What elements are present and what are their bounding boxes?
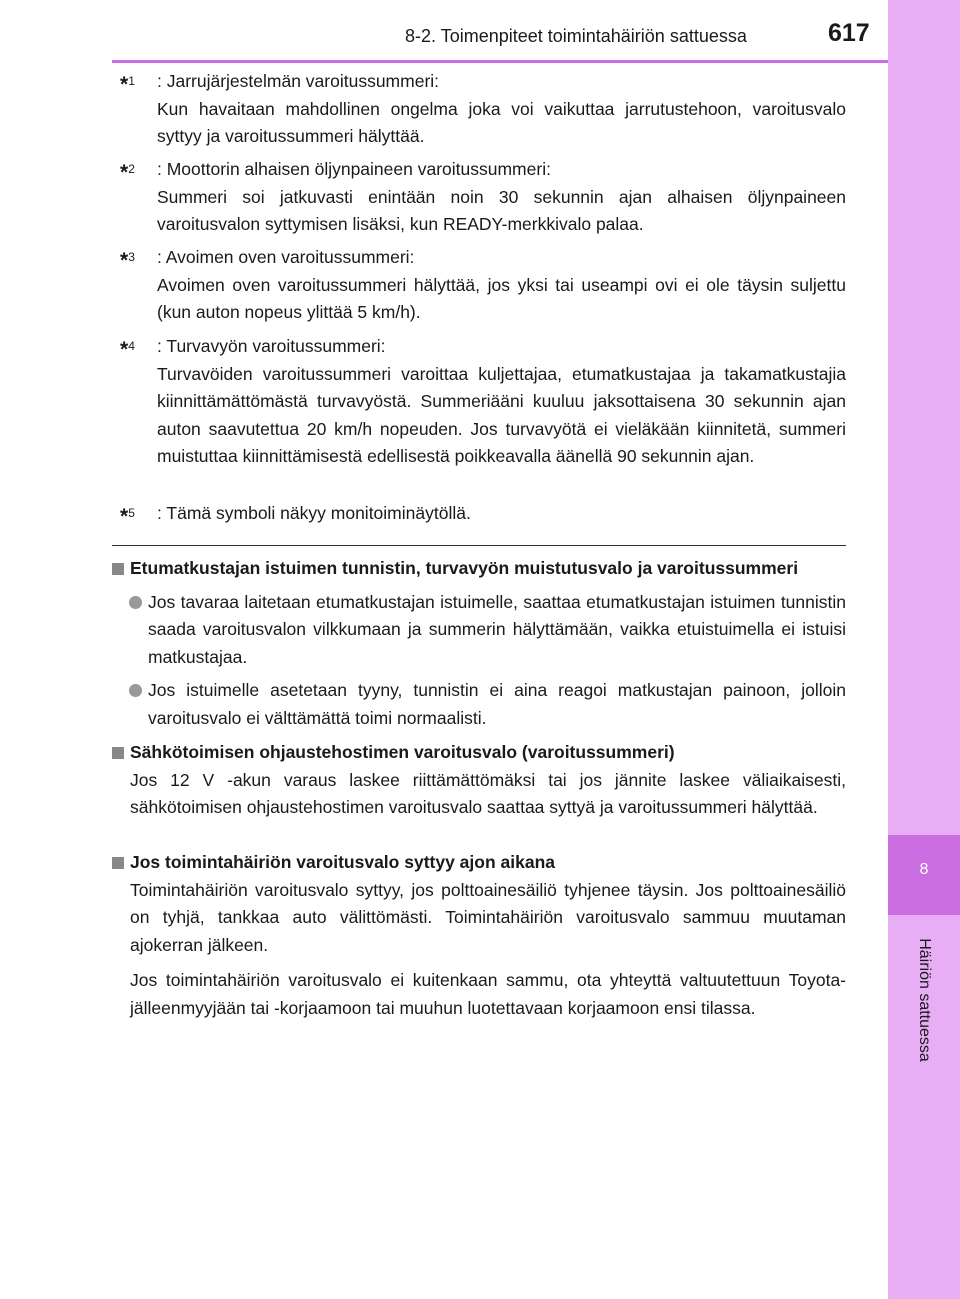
footnote-2: [120, 156, 846, 239]
section-title: Etumatkustajan istuimen tunnistin, turvavyön muistutusvalo ja varoitussummeri: [112, 555, 846, 583]
square-bullet-icon: [112, 747, 124, 759]
square-bullet-icon: [112, 563, 124, 575]
footnote-title: : Avoimen oven varoitussummeri:: [157, 247, 415, 267]
footnote-3: [120, 244, 846, 327]
footnote-5: [120, 500, 846, 528]
page-number: 617: [828, 19, 870, 47]
footnote-1: [120, 68, 846, 151]
footnote-marker: *$^1$: [120, 73, 135, 96]
chapter-tab: [888, 835, 960, 915]
footnote-marker: *$^2$: [120, 161, 135, 184]
section-title: Jos toimintahäiriön varoitusvalo syttyy ajon aikana: [112, 849, 846, 877]
section-paragraph: Toimintahäiriön varoitusvalo syttyy, jos polttoainesäiliö tyhjenee täysin. Jos polttoainesäiliö on tyhjä, tankkaa auto välittömästi. Toimintahäiriön varoitusvalo sammuu muutaman ajokerran jälkeen.: [130, 879, 846, 955]
footnote-title: : Jarrujärjestelmän varoitussummeri:: [157, 71, 440, 91]
footnote-title: : Tämä symboli näkyy monitoiminäytöllä.: [157, 503, 471, 523]
bullet-item: Jos istuimelle asetetaan tyyny, tunnistin ei aina reagoi matkustajan painoon, jolloin varoitusvalo ei välttämättä toimi normaalisti.: [112, 677, 846, 732]
footnote-body: Summeri soi jatkuvasti enintään noin 30 sekunnin ajan alhaisen öljynpaineen varoitusvalon syttymisen lisäksi, kun READY-merkkivalo palaa.: [157, 186, 846, 234]
chapter-label: Häiriön sattuessa: [916, 938, 933, 1062]
chapter-number: 8: [919, 861, 929, 878]
section-malfunction-light: [112, 849, 846, 1022]
chapter-title: 8-2. Toimenpiteet toimintahäiriön sattuessa: [405, 26, 747, 46]
bullet-item: Jos tavaraa laitetaan etumatkustajan istuimelle, saattaa etumatkustajan istuimen tunnistin saada varoitusvalon vilkkumaan ja summerin hälyttämään, vaikka etuistuimella ei istuisi matkustajaa.: [112, 589, 846, 672]
footnote-body: Kun havaitaan mahdollinen ongelma joka voi vaikuttaa jarrutustehoon, varoitusvalo syttyy ja varoitussummeri hälyttää.: [157, 98, 846, 146]
footnote-marker: *$^3$: [120, 249, 135, 272]
footnote-title: : Turvavyön varoitussummeri:: [157, 336, 386, 356]
footnote-body: Avoimen oven varoitussummeri hälyttää, jos yksi tai useampi ovi ei ole täysin suljettu (kun auton nopeus ylittää 5 km/h).: [157, 274, 846, 322]
footnote-title: : Moottorin alhaisen öljynpaineen varoitussummeri:: [157, 159, 551, 179]
footnote-marker: *$^4$: [120, 338, 135, 361]
chapter-sidebar: [888, 0, 960, 1299]
square-bullet-icon: [112, 857, 124, 869]
section-paragraph: Jos 12 V -akun varaus laskee riittämättömäksi tai jos jännite laskee väliaikaisesti, sähkötoimisen ohjaustehostimen varoitusvalo saattaa syttyä ja varoitussummeri hälyttää.: [130, 769, 846, 817]
section-paragraph: Jos toimintahäiriön varoitusvalo ei kuitenkaan sammu, ota yhteyttä valtuutettuun Toyota-jälleenmyyjään tai -korjaamoon tai muuhun luotettavaan korjaamoon ensi tilassa.: [130, 970, 846, 1018]
footnote-marker: *$^5$: [120, 505, 135, 528]
section-power-steering: [112, 739, 846, 822]
footnote-4: [120, 333, 846, 471]
section-title: Sähkötoimisen ohjaustehostimen varoitusvalo (varoitussummeri): [112, 739, 846, 767]
section-passenger-sensor: [112, 555, 846, 732]
circle-bullet-icon: [129, 684, 142, 697]
header-rule: [112, 60, 888, 63]
footnote-body: Turvavöiden varoitussummeri varoittaa kuljettajaa, etumatkustajaa ja takamatkustajia kiinnittämättömästä turvavyöstä. Summeriääni kuuluu jaksottaisena 30 sekunnin ajan auton saavutettua 20 km/h nopeuden. Jos turvavyötä ei vieläkään kiinnitetä, summeri muistuttaa kiinnittämisestä edellisestä poikkeavalla äänellä 90 sekunnin ajan.: [157, 363, 846, 466]
circle-bullet-icon: [129, 596, 142, 609]
section-divider: [112, 545, 846, 546]
